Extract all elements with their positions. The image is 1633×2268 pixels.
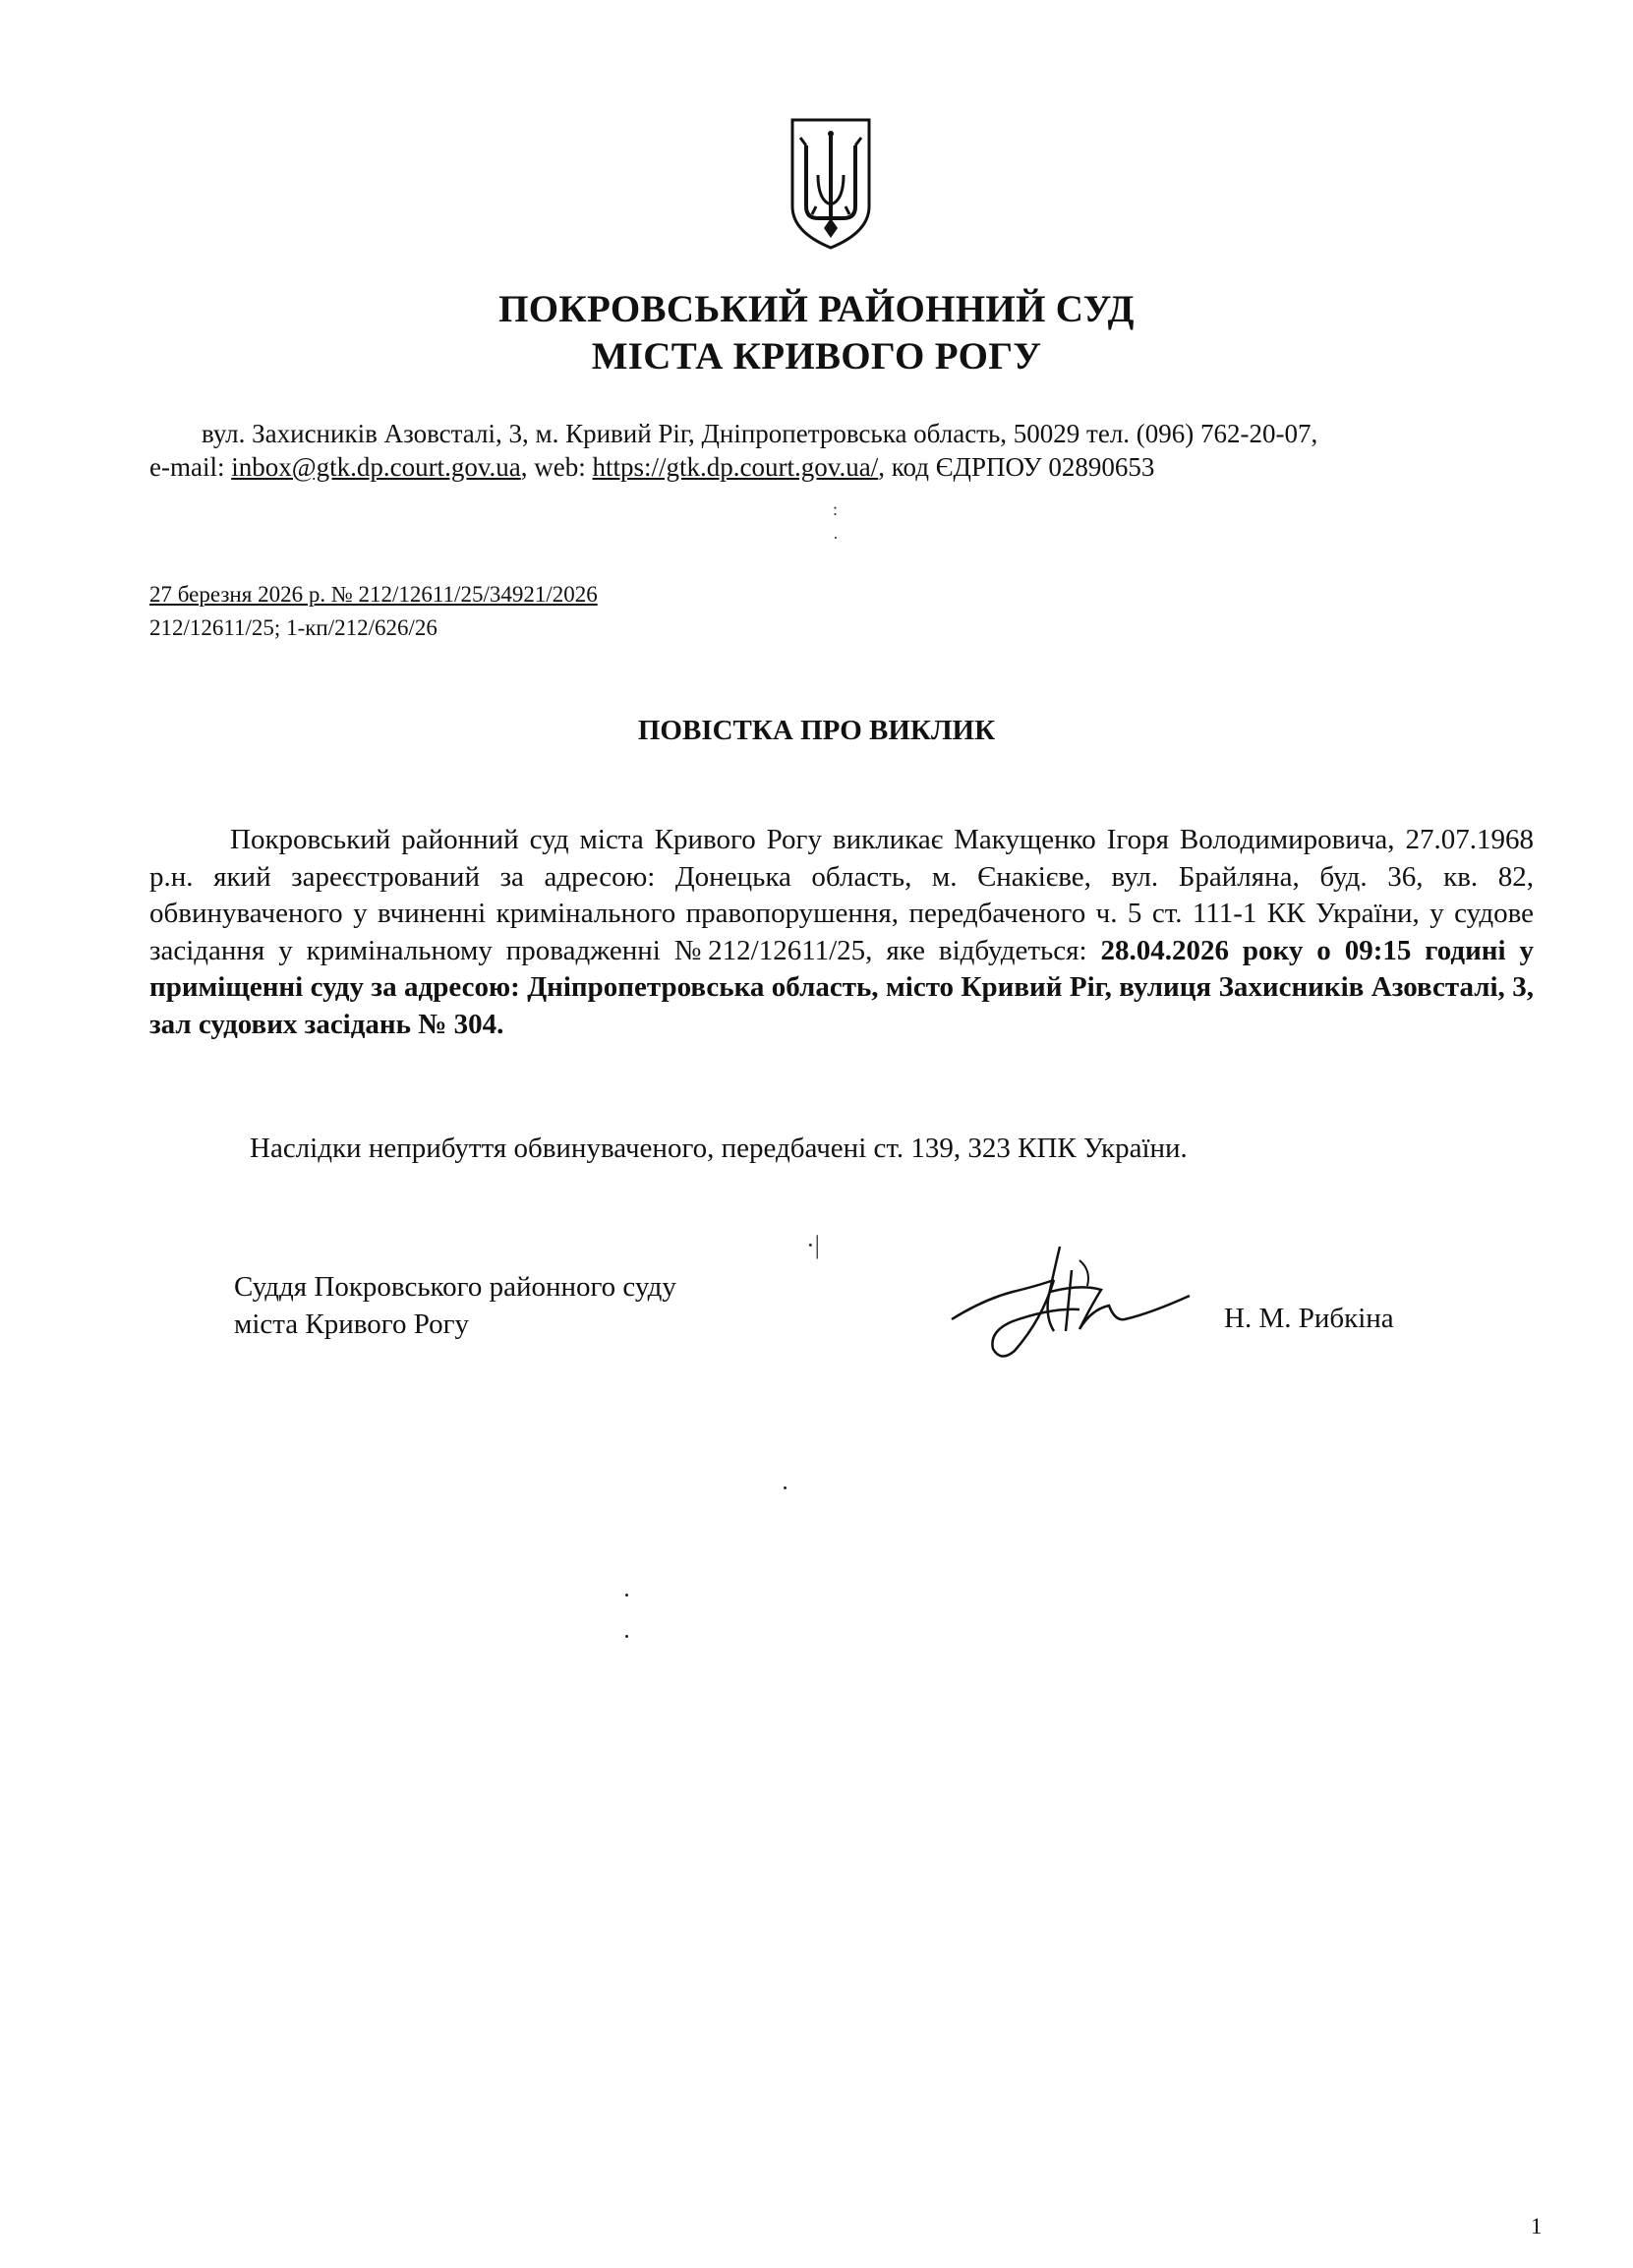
judge-position	[234, 1268, 676, 1343]
document-title: ПОВІСТКА ПРО ВИКЛИК	[637, 715, 996, 746]
outgoing-reference: 27 березня 2026 р. № 212/12611/25/34921/2026	[149, 582, 598, 607]
consequences-note: Наслідки неприбуття обвинуваченого, передбачені ст. 139, 323 КПК України.	[250, 1133, 1188, 1164]
judge-position-line1: Суддя Покровського районного суду	[234, 1271, 676, 1303]
summons-text: Покровський районний суд міста Кривого Рогу викликає Макущенко Ігоря Володимировича, 27.07.1968 р.н. який зареєстрований за адресою: Донецька область, м. Єнакієве, вул. Брайляна, буд. 36, кв. 82, обвинуваченого у вчиненні кримінального правопорушення, передбаченого ч. 5 ст. 111-1 КК України, у судове засідання у кримінальному провадженні №212/12611/25, яке відбудеться:	[149, 824, 1534, 966]
judge-name: Н. М. Рибкіна	[1224, 1303, 1394, 1334]
court-address: вул. Захисників Азовсталі, 3, м. Кривий Ріг, Дніпропетровська область, 50029 тел. (096) 762-20-07,	[202, 419, 1318, 448]
web-link[interactable]: https://gtk.dp.court.gov.ua/	[592, 452, 879, 482]
scan-mark: ·|	[806, 1231, 820, 1259]
trident-emblem-icon	[787, 116, 875, 252]
scan-speck	[784, 1486, 787, 1489]
judge-position-line2: міста Кривого Рогу	[234, 1308, 470, 1340]
hearing-details: 28.04.2026 року о 09:15 годині у приміщенні суду за адресою: Дніпропетровська область, місто Кривий Ріг, вулиця Захисників Азовсталі, 3, зал судових засідань № 304.	[149, 934, 1534, 1040]
handwritten-signature	[944, 1241, 1199, 1368]
court-contacts	[149, 452, 1154, 483]
email-label: e-mail:	[149, 452, 232, 482]
case-numbers: 212/12611/25; 1-кп/212/626/26	[149, 615, 437, 640]
scan-mark: :	[833, 499, 839, 519]
edrpou-code: , код ЄДРПОУ 02890653	[878, 452, 1155, 482]
web-label: , web:	[520, 452, 593, 482]
scan-speck	[835, 537, 837, 539]
scan-speck	[625, 1594, 628, 1597]
court-name-line2: МІСТА КРИВОГО РОГУ	[591, 335, 1042, 378]
scan-speck	[625, 1635, 628, 1638]
page-number: 1	[1531, 2214, 1543, 2239]
court-name-line1: ПОКРОВСЬКИЙ РАЙОННИЙ СУД	[498, 288, 1135, 330]
email-link[interactable]: inbox@gtk.dp.court.gov.ua	[231, 452, 521, 482]
summons-body	[149, 822, 1534, 1043]
